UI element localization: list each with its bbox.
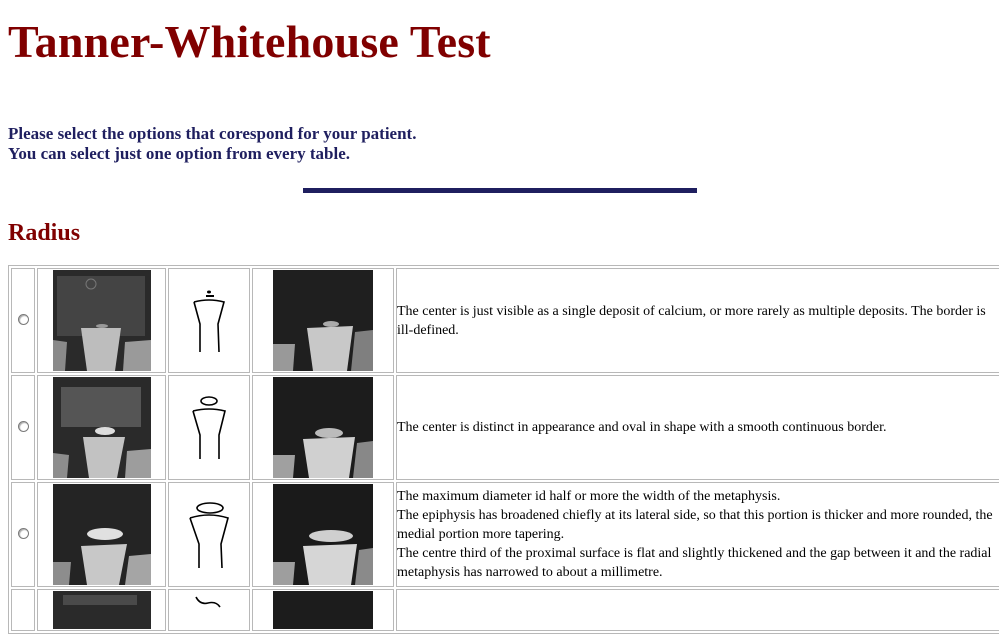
radio-cell [11, 375, 35, 480]
sketch-cell [168, 268, 250, 373]
option-description [396, 589, 999, 631]
sketch-cell [168, 375, 250, 480]
option-radio-2[interactable] [18, 421, 29, 432]
radio-cell [11, 482, 35, 587]
xray-image-cell [37, 482, 166, 587]
xray-image-2 [273, 484, 373, 585]
option-description [396, 482, 999, 587]
radio-cell [11, 268, 35, 373]
option-radio-1[interactable] [18, 314, 29, 325]
xray-image-2 [273, 270, 373, 371]
page-title: Tanner-Whitehouse Test [8, 16, 491, 67]
divider [303, 188, 697, 193]
instruction-line-2: You can select just one option from every table. [8, 144, 351, 163]
sketch-cell [168, 589, 250, 631]
instruction-line-1: Please select the options that corespond for your patient. [8, 124, 417, 143]
xray-image-1 [53, 484, 151, 585]
radio-cell [11, 589, 35, 631]
xray-image-cell [37, 268, 166, 373]
xray-image-cell [252, 482, 394, 587]
table-row [11, 268, 999, 373]
radius-options-table [8, 265, 999, 634]
xray-image-cell [37, 589, 166, 631]
table-row [11, 589, 999, 631]
sketch-cell [168, 482, 250, 587]
xray-image-1 [53, 270, 151, 371]
sketch-4 [184, 591, 234, 629]
option-description: The center is distinct in appearance and oval in shape with a smooth continuous border. [396, 375, 999, 480]
instructions [8, 124, 416, 164]
xray-image-cell [252, 375, 394, 480]
table-row [11, 375, 999, 480]
option-radio-3[interactable] [18, 528, 29, 539]
xray-image-2 [273, 591, 373, 629]
sketch-1 [184, 286, 234, 356]
description-line-3: The centre third of the proximal surface is flat and slightly thickened and the gap between it and the radial metaphysis has narrowed to about a millimetre. [397, 546, 992, 580]
section-title: Radius [8, 220, 81, 246]
xray-image-cell [252, 589, 394, 631]
sketch-2 [184, 393, 234, 463]
option-description: The center is just visible as a single deposit of calcium, or more rarely as multiple deposits. The border is ill-defined. [396, 268, 999, 373]
description-line-2: The epiphysis has broadened chiefly at its lateral side, so that this portion is thicker and more rounded, the medial portion more tapering. [397, 508, 993, 542]
sketch-3 [184, 500, 234, 570]
xray-image-1 [53, 591, 151, 629]
xray-image-cell [37, 375, 166, 480]
xray-image-cell [252, 268, 394, 373]
xray-image-1 [53, 377, 151, 478]
description-line-1: The maximum diameter id half or more the width of the metaphysis. [397, 489, 781, 504]
xray-image-2 [273, 377, 373, 478]
table-row [11, 482, 999, 587]
